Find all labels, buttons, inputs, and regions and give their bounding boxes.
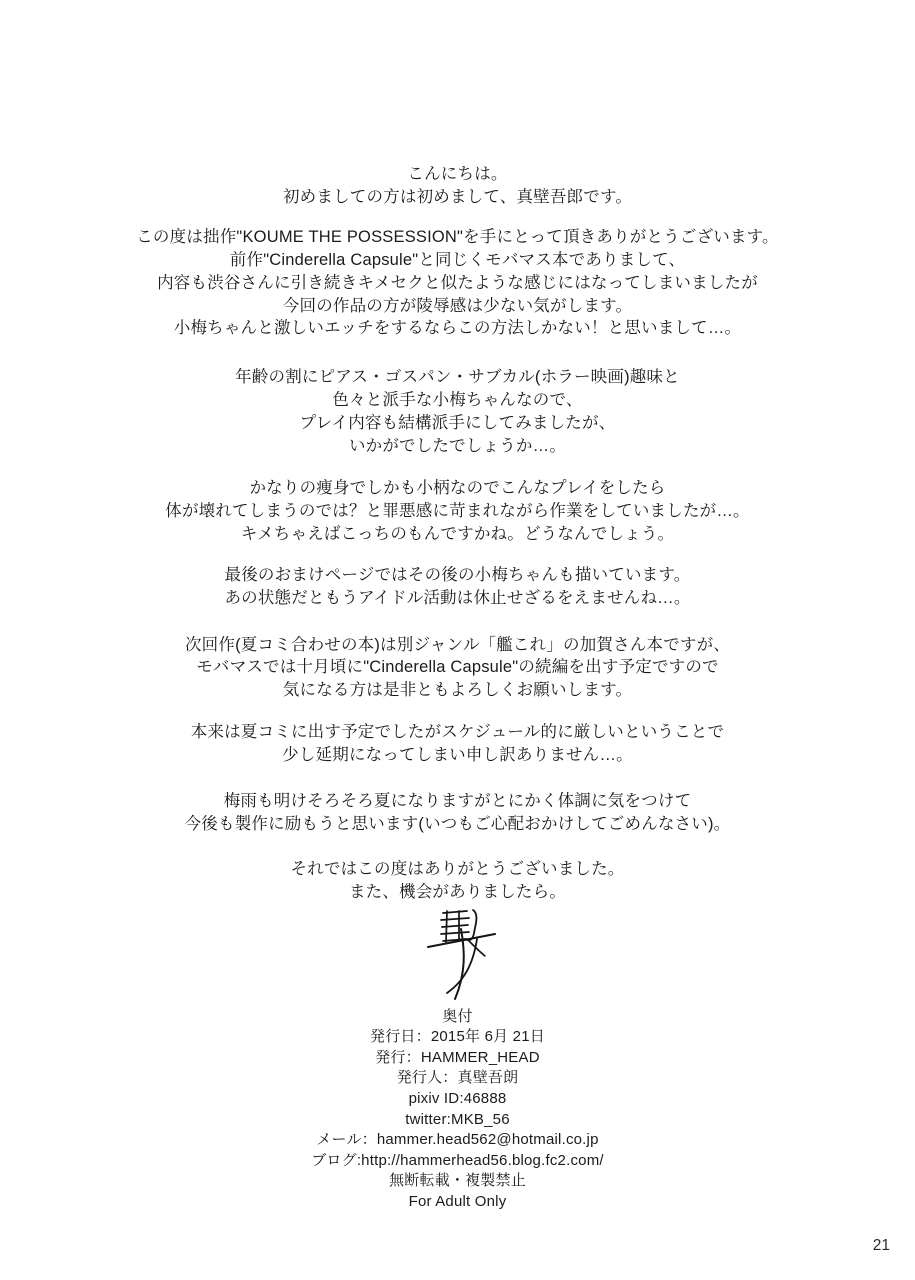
colophon-author: 発行人：真壁吾朗 [396,1069,519,1087]
afterword-line: かなりの痩身でしかも小柄なのでこんなプレイをしたら [249,478,666,497]
colophon [0,1007,915,1213]
colophon-email: メール：hammer.head562@hotmail.co.jp [316,1131,599,1149]
afterword-line: 内容も渋谷さんに引き続きキメセクと似たような感じにはなってしまいましたが [157,273,758,292]
colophon-no-reproduction-notice: 無断転載・複製禁止 [389,1172,526,1190]
signature-area [0,904,915,1007]
handwritten-signature-icon [427,908,499,1002]
colophon-publisher: 発行：HAMMER_HEAD [375,1048,540,1066]
afterword-line: いかがでしたでしょうか…。 [348,437,567,456]
afterword-paragraph-greeting [0,163,915,209]
colophon-adult-only-notice: For Adult Only [408,1193,507,1210]
afterword-line: 今回の作品の方が陵辱感は少ない気がします。 [282,296,633,315]
afterword-paragraph-character [0,366,915,458]
afterword-line: この度は拙作"KOUME THE POSSESSION"を手にとって頂きありがとうございます。 [136,227,779,246]
afterword-line: 前作"Cinderella Capsule"と同じくモバマス本でありまして、 [229,250,686,269]
afterword-paragraph-next-work [0,634,915,703]
afterword-line: キメちゃえばこっちのもんですかね。どうなんでしょう。 [240,524,675,543]
colophon-blog: ブログ:http://hammerhead56.blog.fc2.com/ [311,1151,604,1169]
colophon-title: 奥付 [442,1007,473,1025]
afterword-paragraph-closing [0,858,915,904]
page-number: 21 [872,1237,890,1254]
afterword-line: それではこの度はありがとうございました。 [290,859,625,878]
colophon-pixiv-id: pixiv ID:46888 [408,1090,507,1108]
afterword-line: 本来は夏コミに出す予定でしたがスケジュール的に厳しいということで [190,723,725,742]
afterword-line: 年齢の割にピアス・ゴスパン・サブカル(ホラー映画)趣味と [235,368,680,387]
afterword-line: また、機会がありましたら。 [348,882,567,901]
afterword-line: 少し延期になってしまい申し訳ありません…。 [282,746,633,765]
afterword-line: 色々と派手な小梅ちゃんなので、 [332,391,583,410]
afterword-paragraph-bonus-page [0,564,915,610]
afterword-line: 次回作(夏コミ合わせの本)は別ジャンル「艦これ」の加賀さん本ですが、 [184,635,731,654]
afterword-line: 小梅ちゃんと激しいエッチをするならこの方法しかない！と思いまして…。 [173,319,742,338]
afterword-line: 初めましての方は初めまして、真壁吾郎です。 [282,187,633,206]
afterword-paragraph-guilt [0,477,915,546]
afterword-line: 梅雨も明けそろそろ夏になりますがとにかく体調に気をつけて [223,792,692,811]
afterword-line: モバマスでは十月頃に"Cinderella Capsule"の続編を出す予定ですので [196,658,719,677]
afterword-line: プレイ内容も結構派手にしてみましたが、 [299,414,616,433]
colophon-twitter: twitter:MKB_56 [405,1110,510,1128]
afterword-line: こんにちは。 [407,165,508,183]
afterword-line: あの状態だともうアイドル活動は休止せざるをえませんね…。 [224,588,691,607]
afterword-paragraph-thanks [0,226,915,341]
afterword-line: 最後のおまけページではその後の小梅ちゃんも描いています。 [224,565,691,584]
afterword-line: 体が壊れてしまうのでは？と罪悪感に苛まれながら作業をしていましたが…。 [165,501,750,520]
colophon-publish-date: 発行日：2015年 6月 21日 [370,1028,545,1046]
afterword-line: 今後も製作に励もうと思います(いつもご心配おかけしてごめんなさい)。 [184,814,731,833]
afterword-paragraph-delay [0,721,915,767]
afterword-line: 気になる方は是非ともよろしくお願いします。 [282,681,633,700]
afterword-paragraph-season [0,790,915,836]
afterword-text [0,163,915,1213]
